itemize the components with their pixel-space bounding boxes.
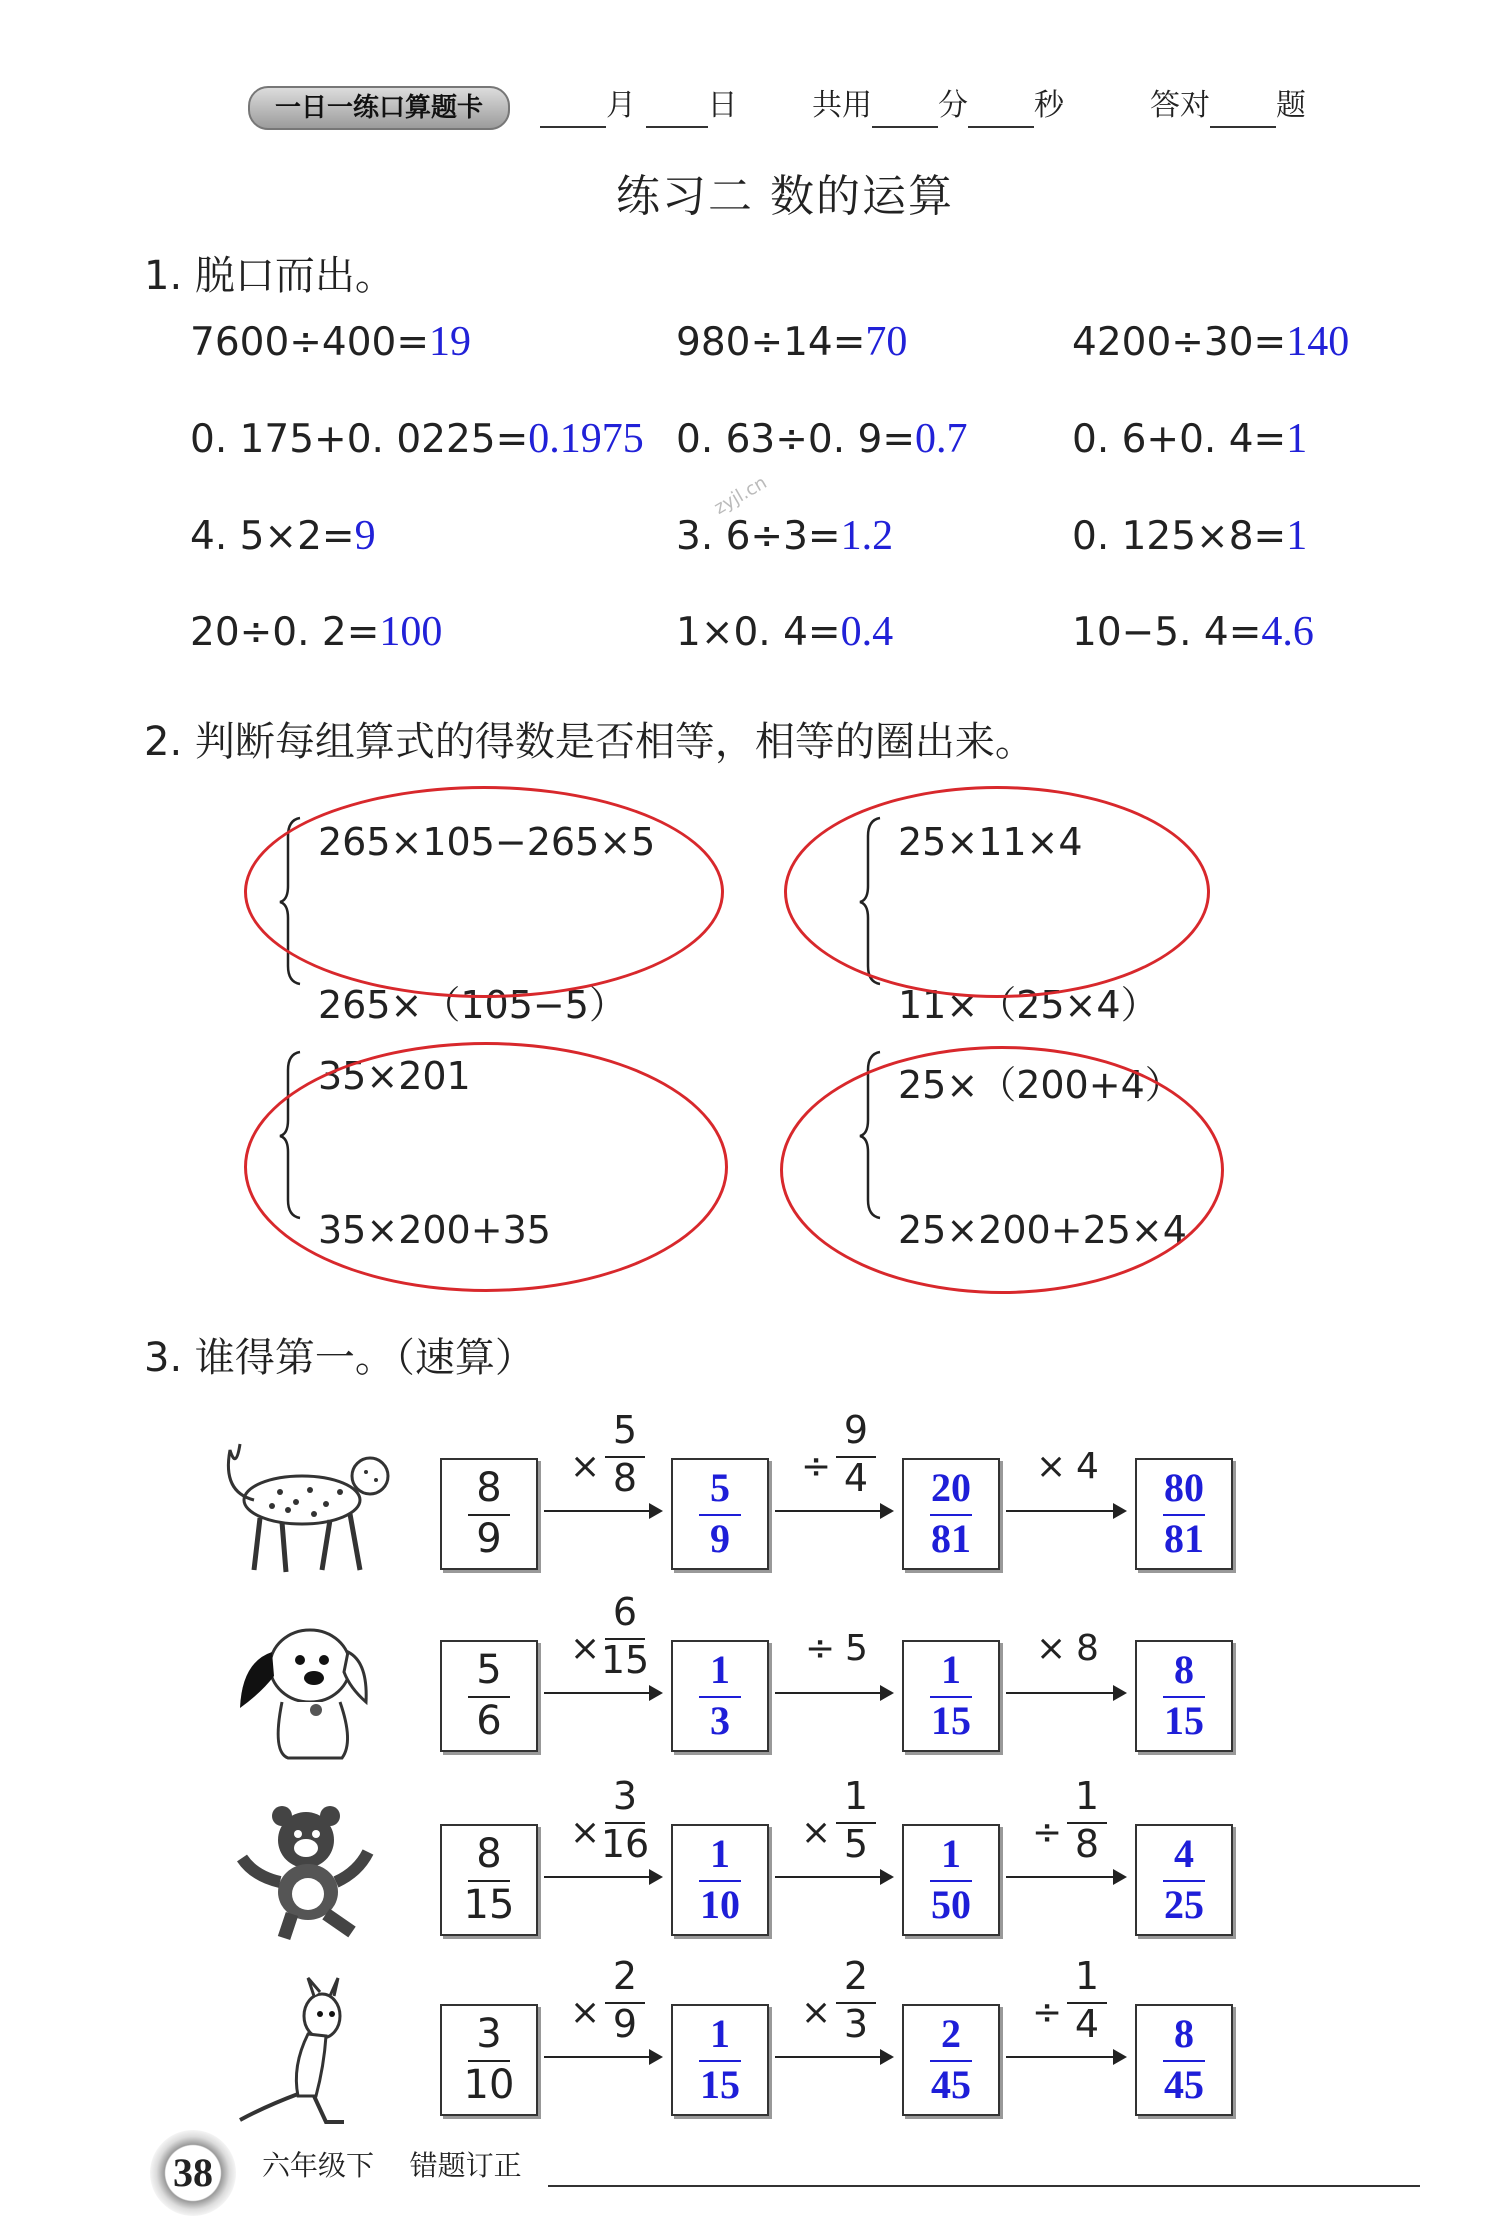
date-fields	[540, 84, 738, 128]
operator-symbol: ×	[570, 1992, 601, 2033]
group-top-expression: 25×（200+4）	[898, 1063, 1183, 1107]
fraction-denominator: 25	[1164, 1882, 1204, 1927]
operator-symbol: ÷	[805, 1628, 836, 1669]
operand-denominator: 4	[843, 1456, 869, 1500]
fraction-numerator: 8	[1174, 1647, 1194, 1692]
fraction-numerator: 1	[710, 1647, 730, 1692]
operator-symbol: ÷	[1032, 1992, 1063, 2033]
problem-answer[interactable]: 19	[429, 319, 472, 365]
operation-arrow	[1006, 1876, 1125, 1878]
answer-fraction-box[interactable]	[671, 1824, 769, 1936]
question-2-heading: 2. 判断每组算式的得数是否相等，相等的圈出来。	[144, 719, 1035, 765]
operand-denominator: 5	[843, 1822, 869, 1866]
operator-symbol: ×	[570, 1446, 601, 1487]
fraction-denominator: 15	[1164, 1698, 1204, 1743]
start-fraction-box	[440, 2004, 538, 2116]
problem-expression: 7600÷400=	[190, 320, 430, 365]
equal-circle-mark[interactable]	[780, 1046, 1224, 1294]
operator-symbol: ×	[570, 1812, 601, 1853]
operand-numerator: 5	[612, 1408, 638, 1452]
footer-text	[262, 2144, 522, 2184]
arithmetic-problem	[676, 318, 907, 366]
fraction-denominator: 15	[463, 1882, 515, 1928]
questions-label: 题	[1276, 88, 1306, 123]
month-label: 月	[606, 88, 636, 123]
operation-arrow	[1006, 2056, 1125, 2058]
operator-symbol: ÷	[801, 1446, 832, 1487]
operation-arrow	[544, 1510, 661, 1512]
start-fraction-box	[440, 1640, 538, 1752]
fraction-numerator: 20	[931, 1465, 971, 1510]
arithmetic-problem	[676, 608, 893, 656]
answer-fraction-box[interactable]	[902, 2004, 1000, 2116]
operation-arrow	[1006, 1510, 1125, 1512]
problem-expression: 3. 6÷3=	[676, 514, 841, 559]
fraction-denominator: 15	[931, 1698, 971, 1743]
practice-card-badge: 一日一练口算题卡	[248, 86, 510, 130]
problem-answer[interactable]: 0.1975	[528, 416, 644, 462]
problem-expression: 0. 125×8=	[1072, 514, 1287, 559]
start-fraction-box	[440, 1824, 538, 1936]
group-bottom-expression: 25×200+25×4	[898, 1208, 1187, 1252]
fraction-denominator: 50	[931, 1882, 971, 1927]
operation-arrow	[544, 2056, 661, 2058]
page-title: 练习二 数的运算	[616, 171, 954, 222]
group-top-expression: 265×105−265×5	[318, 820, 656, 864]
problem-expression: 4200÷30=	[1072, 320, 1287, 365]
time-fields	[812, 84, 1064, 128]
operator-symbol: ×	[1036, 1446, 1067, 1487]
operand-numerator: 9	[843, 1408, 869, 1452]
operand-integer: 5	[845, 1628, 868, 1669]
cheetah-illustration	[210, 1430, 400, 1584]
operator-symbol: ×	[801, 1812, 832, 1853]
operand-denominator: 3	[843, 2002, 869, 2046]
operation-arrow	[544, 1692, 661, 1694]
operand-denominator: 8	[1074, 1822, 1100, 1866]
answer-fraction-box[interactable]	[902, 1824, 1000, 1936]
operation-arrow	[775, 1692, 892, 1694]
group-bottom-expression: 35×200+35	[318, 1208, 551, 1252]
problem-expression: 0. 175+0. 0225=	[190, 417, 529, 462]
arithmetic-problem	[190, 415, 644, 463]
fraction-numerator: 1	[941, 1647, 961, 1692]
month-blank[interactable]	[540, 96, 606, 128]
watermark: zyjl.cn	[710, 472, 771, 519]
fraction-numerator: 4	[1174, 1831, 1194, 1876]
problem-answer[interactable]: 1	[1286, 513, 1308, 559]
answer-fraction-box[interactable]	[1135, 1458, 1233, 1570]
fraction-denominator: 6	[476, 1698, 502, 1744]
answer-fraction-box[interactable]	[671, 1458, 769, 1570]
day-label: 日	[707, 88, 738, 123]
seconds-label: 秒	[1034, 88, 1064, 123]
arithmetic-problem	[676, 512, 893, 560]
problem-answer[interactable]: 100	[379, 609, 443, 655]
fraction-numerator: 5	[476, 1647, 502, 1693]
problem-expression: 0. 63÷0. 9=	[676, 417, 916, 462]
fraction-denominator: 10	[700, 1882, 740, 1927]
operation-arrow	[775, 1876, 892, 1878]
problem-answer[interactable]: 0.7	[915, 416, 968, 462]
problem-answer[interactable]: 9	[354, 513, 376, 559]
problem-expression: 10−5. 4=	[1072, 610, 1262, 655]
correct-blank[interactable]	[1210, 96, 1276, 128]
arithmetic-problem	[1072, 608, 1314, 656]
operand-denominator: 4	[1074, 2002, 1100, 2046]
fraction-numerator: 1	[710, 2011, 730, 2056]
fraction-denominator: 45	[1164, 2062, 1204, 2107]
total-used-label: 共用	[812, 88, 872, 123]
minutes-label: 分	[938, 88, 968, 123]
problem-expression: 4. 5×2=	[190, 514, 355, 559]
bear-illustration	[232, 1796, 382, 1950]
seconds-blank[interactable]	[968, 96, 1034, 128]
problem-answer[interactable]: 0.4	[840, 609, 894, 655]
problem-expression: 20÷0. 2=	[190, 610, 380, 655]
operand-denominator: 9	[612, 2002, 638, 2046]
problem-answer[interactable]: 1.2	[840, 513, 894, 559]
fraction-numerator: 1	[941, 1831, 961, 1876]
start-fraction-box	[440, 1458, 538, 1570]
arithmetic-problem	[1072, 415, 1307, 463]
operand-denominator: 15	[600, 1638, 650, 1682]
operand-numerator: 2	[843, 1954, 869, 1998]
equal-circle-mark[interactable]	[784, 786, 1210, 998]
problem-answer[interactable]: 1	[1286, 416, 1308, 462]
fraction-numerator: 1	[710, 1831, 730, 1876]
correct-label: 答对	[1150, 88, 1210, 123]
operand-integer: 8	[1076, 1628, 1099, 1669]
operand-numerator: 1	[1074, 1954, 1100, 1998]
problem-expression: 0. 6+0. 4=	[1072, 417, 1287, 462]
operation-arrow	[775, 1510, 892, 1512]
operation-arrow	[775, 2056, 892, 2058]
group-top-expression: 25×11×4	[898, 820, 1083, 864]
arithmetic-problem	[190, 512, 376, 560]
operator-symbol: ×	[1036, 1628, 1067, 1669]
arithmetic-problem	[1072, 512, 1307, 560]
arithmetic-problem	[190, 318, 471, 366]
fraction-denominator: 3	[710, 1698, 730, 1743]
operand-numerator: 6	[612, 1590, 638, 1634]
question-3-heading: 3. 谁得第一。（速算）	[144, 1335, 535, 1381]
answer-fraction-box[interactable]	[902, 1640, 1000, 1752]
operation-arrow	[544, 1876, 661, 1878]
minutes-blank[interactable]	[872, 96, 938, 128]
group-bottom-expression: 11×（25×4）	[898, 983, 1159, 1027]
group-top-expression: 35×201	[318, 1054, 471, 1098]
operand-numerator: 1	[843, 1774, 869, 1818]
problem-answer[interactable]: 4.6	[1261, 609, 1314, 655]
kangaroo-illustration	[236, 1976, 356, 2130]
fraction-numerator: 8	[476, 1465, 502, 1511]
operand-integer: 4	[1076, 1446, 1099, 1487]
arithmetic-problem	[1072, 318, 1349, 366]
fraction-numerator: 3	[476, 2011, 502, 2057]
operation-arrow	[1006, 1692, 1125, 1694]
equal-circle-mark[interactable]	[244, 786, 724, 998]
problem-expression: 1×0. 4=	[676, 610, 841, 655]
grade-label: 六年级下	[262, 2149, 375, 2182]
equal-circle-mark[interactable]	[244, 1042, 728, 1292]
fraction-numerator: 2	[941, 2011, 961, 2056]
question-1-heading: 1. 脱口而出。	[144, 253, 395, 299]
answer-fraction-box[interactable]	[1135, 2004, 1233, 2116]
operand-denominator: 8	[612, 1456, 638, 1500]
dog-illustration	[232, 1612, 372, 1766]
operand-numerator: 3	[612, 1774, 638, 1818]
problem-answer[interactable]: 140	[1286, 319, 1350, 365]
fraction-denominator: 15	[700, 2062, 740, 2107]
correction-line[interactable]	[548, 2185, 1420, 2187]
problem-expression: 980÷14=	[676, 320, 866, 365]
answer-fraction-box[interactable]	[671, 2004, 769, 2116]
answer-fraction-box[interactable]	[902, 1458, 1000, 1570]
day-blank[interactable]	[646, 96, 708, 128]
operand-numerator: 2	[612, 1954, 638, 1998]
operator-symbol: ×	[570, 1628, 601, 1669]
group-bottom-expression: 265×（105−5）	[318, 983, 627, 1027]
answer-fraction-box[interactable]	[671, 1640, 769, 1752]
fraction-denominator: 9	[710, 1516, 730, 1561]
problem-answer[interactable]: 70	[865, 319, 908, 365]
operand-denominator: 16	[600, 1822, 650, 1866]
fraction-denominator: 9	[476, 1516, 502, 1562]
fraction-numerator: 80	[1164, 1465, 1204, 1510]
operand-numerator: 1	[1074, 1774, 1100, 1818]
arithmetic-problem	[190, 608, 442, 656]
operator-symbol: ÷	[1032, 1812, 1063, 1853]
fraction-numerator: 8	[1174, 2011, 1194, 2056]
operator-symbol: ×	[801, 1992, 832, 2033]
fraction-numerator: 8	[476, 1831, 502, 1877]
page-number: 38	[150, 2130, 236, 2216]
fraction-denominator: 45	[931, 2062, 971, 2107]
arithmetic-problem	[676, 415, 968, 463]
answer-fraction-box[interactable]	[1135, 1640, 1233, 1752]
correction-label: 错题订正	[409, 2149, 522, 2182]
fraction-denominator: 81	[1164, 1516, 1204, 1561]
fraction-numerator: 5	[710, 1465, 730, 1510]
fraction-denominator: 10	[463, 2062, 515, 2108]
fraction-denominator: 81	[931, 1516, 971, 1561]
answer-fraction-box[interactable]	[1135, 1824, 1233, 1936]
score-fields	[1150, 84, 1306, 128]
